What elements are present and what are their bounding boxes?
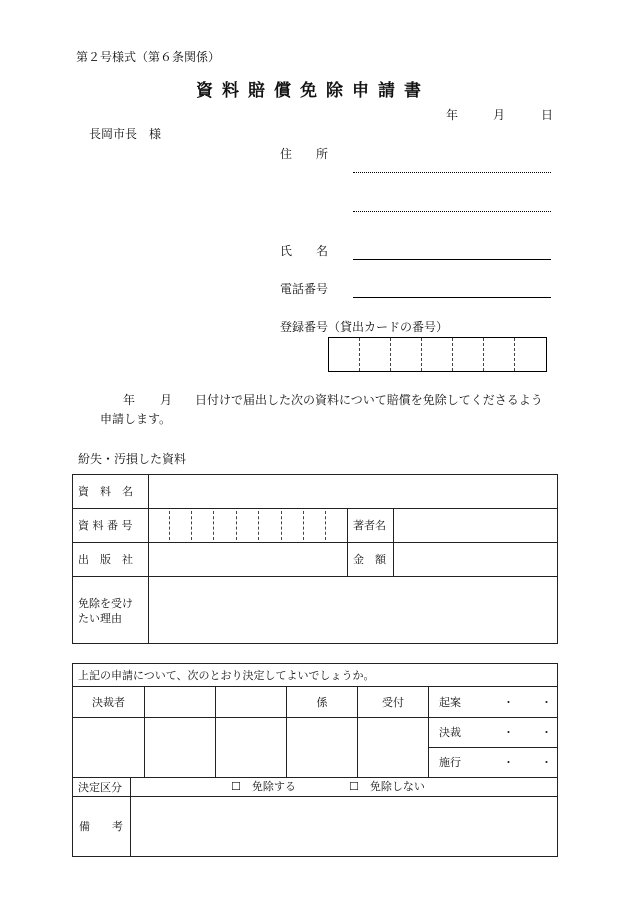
number-divider [258,511,259,540]
material-number-label: 資 料 番 号 [73,509,149,543]
number-divider [325,511,326,540]
price-cell[interactable] [394,543,558,577]
request-month: 月 [160,393,173,407]
date-separator: ・ [503,726,514,739]
decision-table [72,663,558,857]
registration-divider [421,338,422,371]
date-day: 日 [541,108,554,122]
phone-label: 電話番号 [280,282,329,296]
phone-line[interactable] [353,297,551,298]
decision-question: 上記の申請について、次のとおり決定してよいでしょうか。 [73,664,558,687]
address-line-1[interactable] [353,172,551,173]
registration-divider [483,338,484,371]
table-row [73,577,558,644]
remarks-cell[interactable] [131,797,558,857]
form-number: 第２号様式（第６条関係） [76,50,221,64]
date-separator: ・ [503,756,514,769]
reason-label-line1: 免除を受け [78,597,133,610]
material-title-cell[interactable] [149,475,558,509]
date-separator: ・ [503,696,514,709]
request-year: 年 [123,393,136,407]
table-row [73,778,558,797]
approval-stamp-header [145,687,216,718]
drafted-date-cell[interactable] [429,687,558,718]
name-label: 氏 名 [280,244,329,258]
stamp-cell[interactable] [216,718,287,778]
reception-stamp-cell[interactable] [358,718,429,778]
material-title-label: 資 料 名 [73,475,149,509]
table-row [73,475,558,509]
addressee: 長岡市長 様 [89,127,162,141]
table-row [73,718,558,748]
reason-label [73,577,149,644]
remarks-label: 備 考 [73,797,131,857]
registration-label: 登録番号（貸出カードの番号） [280,320,449,334]
clerk-stamp-cell[interactable] [287,718,358,778]
decision-category-cell [131,778,558,797]
option-exempt-checkbox[interactable]: ☐ 免除する [231,780,296,793]
request-text-line2: 申請します。 [100,412,172,426]
enforced-label: 施行 [439,756,461,769]
enforced-date-cell[interactable] [429,748,558,778]
date-year: 年 [446,108,459,122]
table-row [73,687,558,718]
lost-section-title: 紛失・汚損した資料 [78,452,187,466]
form-title: 資料賠償免除申請書 [196,81,430,101]
address-label: 住 所 [280,147,329,161]
number-divider [191,511,192,540]
number-divider [169,511,170,540]
author-cell[interactable] [394,509,558,543]
material-number-cell[interactable] [149,509,348,543]
approver-stamp-cell[interactable] [73,718,145,778]
drafted-label: 起案 [439,695,461,709]
table-row [73,664,558,687]
registration-divider [452,338,453,371]
number-divider [281,511,282,540]
decision-category-label: 決定区分 [73,778,131,797]
number-divider [236,511,237,540]
reason-cell[interactable] [149,577,558,644]
table-row [73,509,558,543]
approved-label: 決裁 [439,726,461,739]
material-table [72,474,558,644]
clerk-header: 係 [287,687,358,718]
approved-date-cell[interactable] [429,718,558,748]
approval-stamp-header [216,687,287,718]
address-line-2[interactable] [353,211,551,212]
request-text: 日付けで届出した次の資料について賠償を免除してくださるよう [195,393,543,407]
price-label: 金 額 [348,543,394,577]
registration-divider [359,338,360,371]
registration-divider [514,338,515,371]
reception-header: 受付 [358,687,429,718]
approver-header: 決裁者 [73,687,145,718]
author-label: 著者名 [348,509,394,543]
number-divider [213,511,214,540]
table-row [73,797,558,857]
table-row [73,543,558,577]
reason-label-line2: たい理由 [78,612,122,625]
option-not-exempt-checkbox[interactable]: ☐ 免除しない [349,780,425,793]
name-line[interactable] [353,259,551,260]
publisher-label: 出 版 社 [73,543,149,577]
date-separator: ・ [541,696,552,709]
number-divider [303,511,304,540]
registration-divider [390,338,391,371]
date-separator: ・ [541,756,552,769]
publisher-cell[interactable] [149,543,348,577]
stamp-cell[interactable] [145,718,216,778]
registration-number-box[interactable] [328,337,547,372]
date-separator: ・ [541,726,552,739]
date-month: 月 [493,108,506,122]
